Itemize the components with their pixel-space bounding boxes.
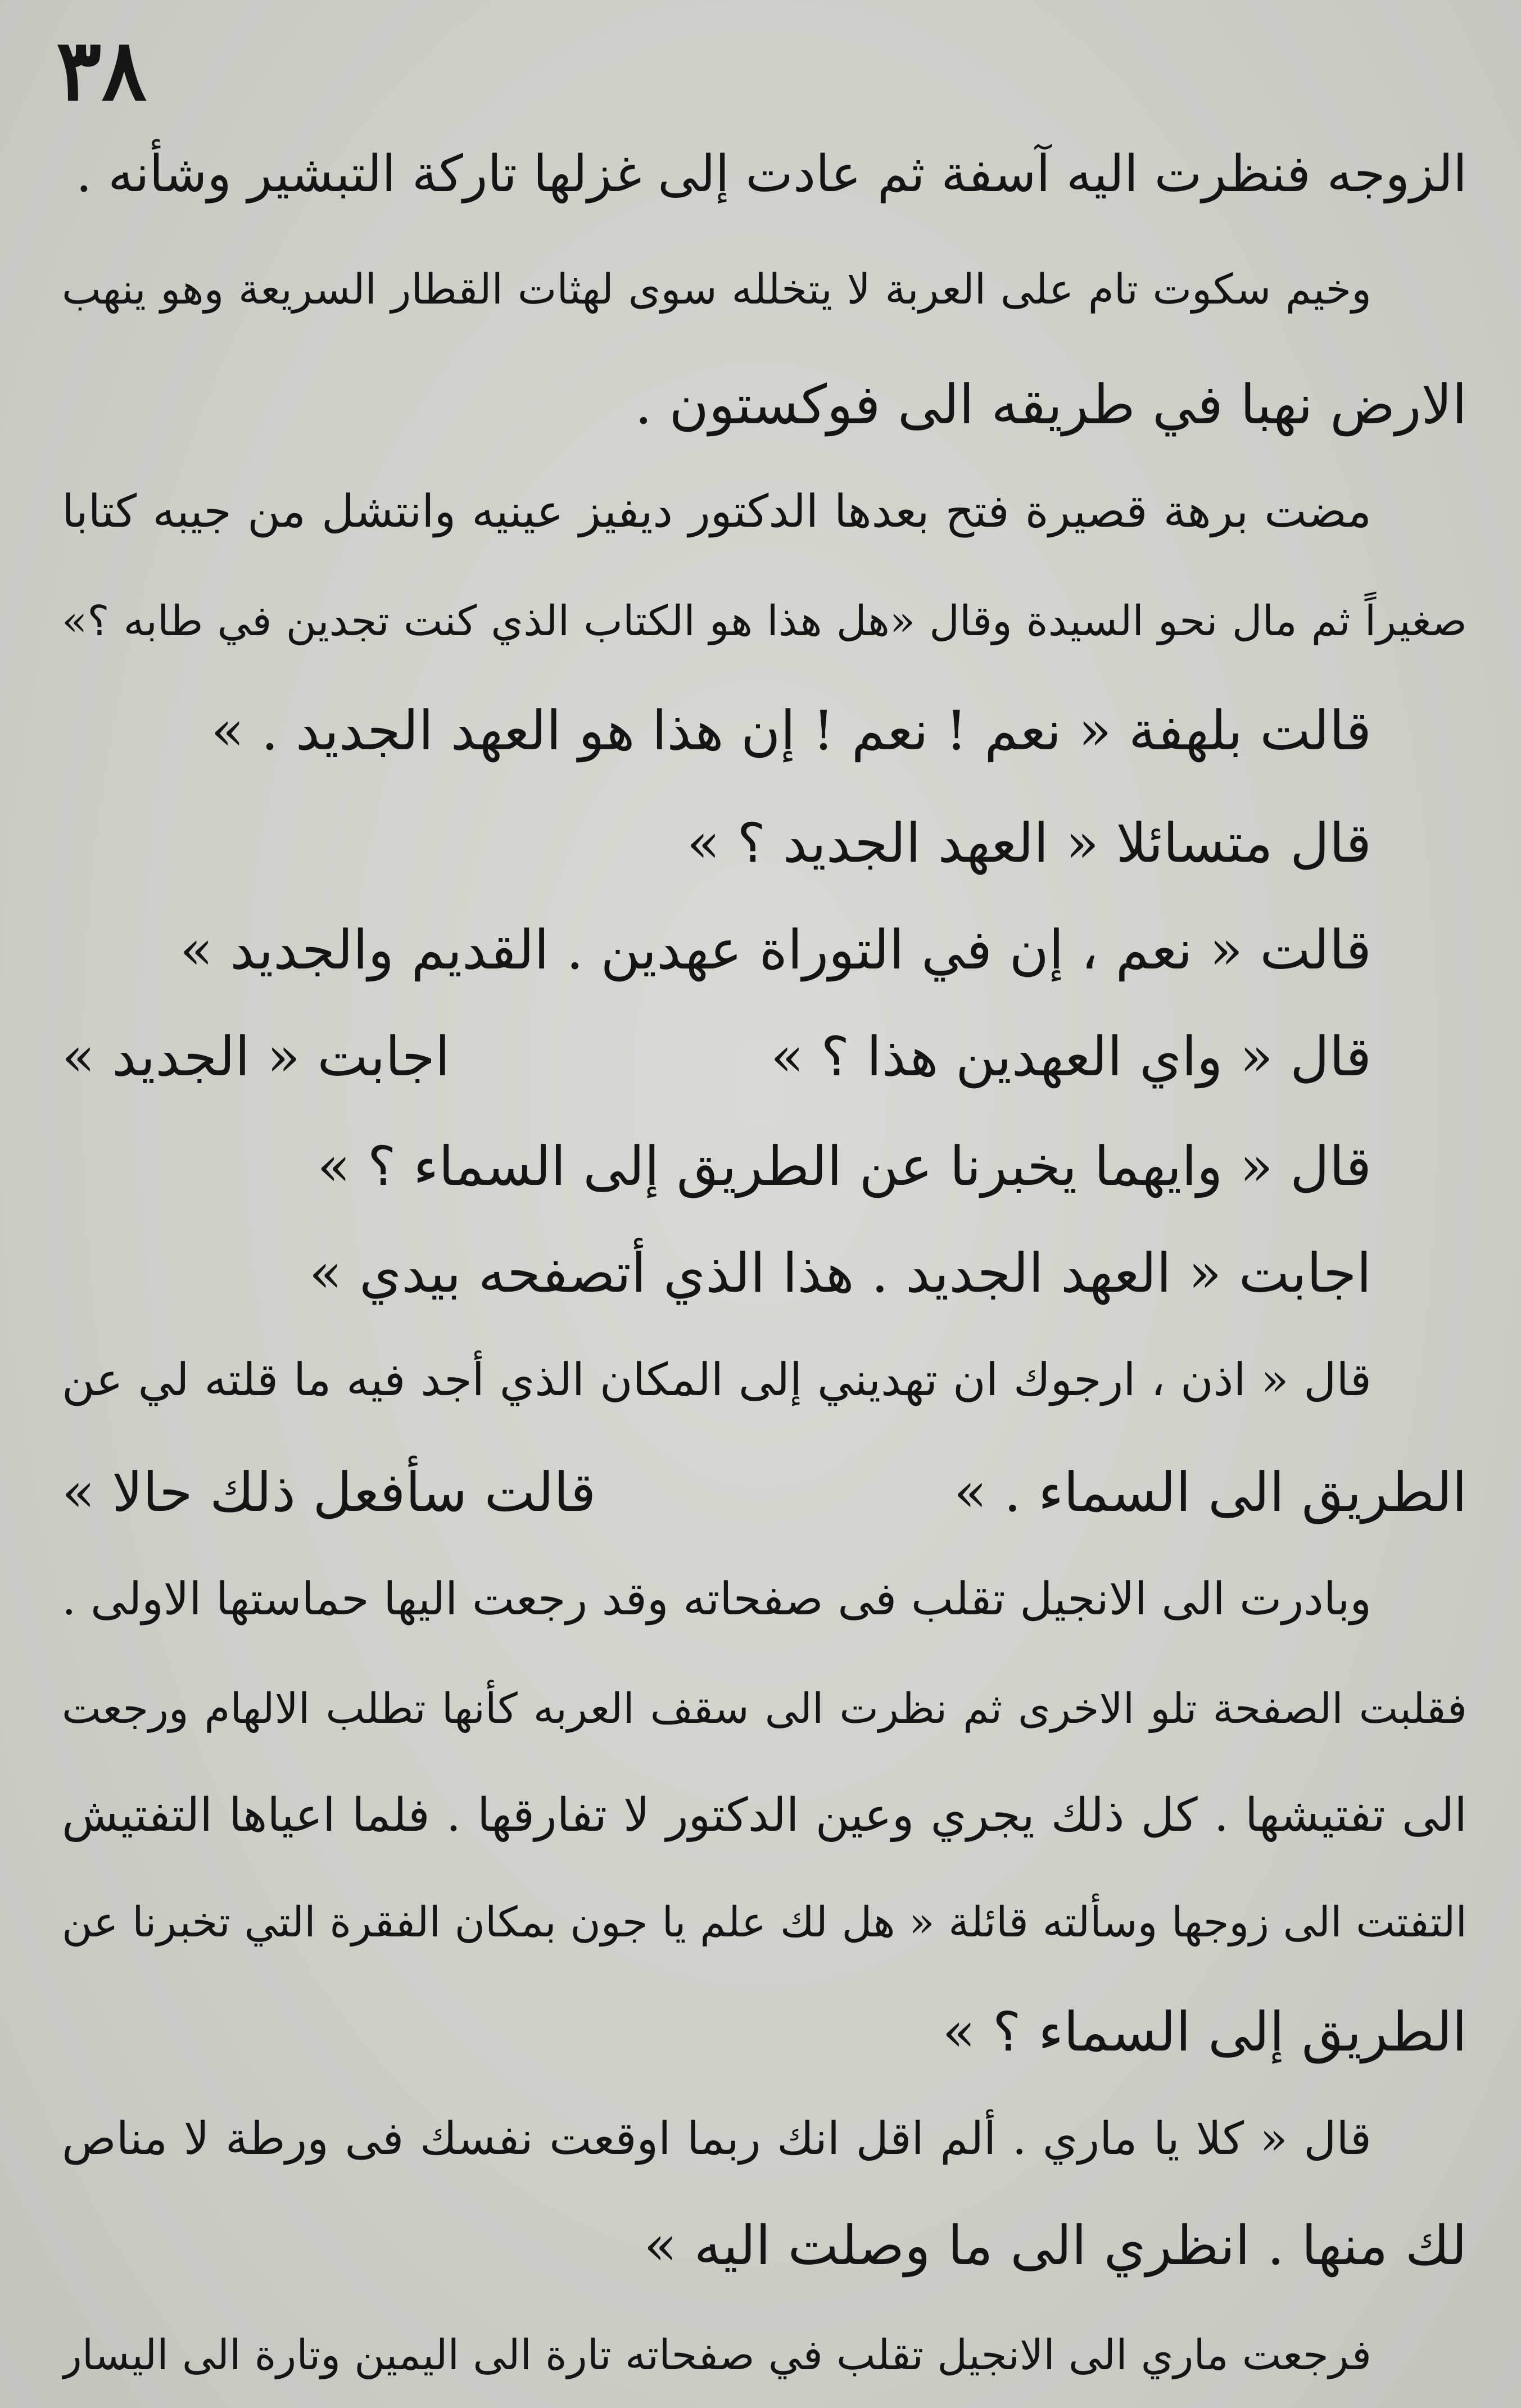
text-line: [62, 1762, 1467, 1875]
page-text: [62, 121, 1467, 2392]
line-text: الى تفتيشها . كل ذلك يجري وعين الدكتور لا تفارقها . فلما اعياها التفتيش: [62, 1789, 1467, 1842]
text-line: [62, 1655, 1467, 1768]
text-line: [62, 458, 1371, 571]
line-text: قال « وايهما يخبرنا عن الطريق إلى السماء ؟ »: [317, 1135, 1371, 1198]
line-text: الطريق الى السماء . »: [953, 1461, 1467, 1524]
text-line: [62, 790, 1371, 902]
line-text: قالت « نعم ، إن في التوراة عهدين . القديم والجديد »: [179, 918, 1371, 981]
line-text: قال « اذن ، ارجوك ان تهديني إلى المكان الذي أجد فيه ما قلته لي عن: [62, 1354, 1371, 1406]
side-note: قالت سأفعل ذلك حالا »: [62, 1461, 596, 1524]
text-line: [62, 2192, 1467, 2305]
text-line: [62, 568, 1467, 680]
line-text: قالت بلهفة « نعم ! نعم ! إن هذا هو العهد الجديد . »: [211, 699, 1371, 762]
line-text: مضت برهة قصيرة فتح بعدها الدكتور ديفيز عينيه وانتشل من جيبه كتابا: [62, 485, 1371, 537]
text-line: [62, 1869, 1467, 1981]
text-line: [62, 1113, 1371, 1225]
text-line: [62, 1546, 1371, 1658]
line-text: قال متسائلا « العهد الجديد ؟ »: [687, 812, 1371, 875]
line-text: قال « واي العهدين هذا ؟ »: [771, 1025, 1371, 1088]
text-line: [62, 236, 1371, 348]
line-text: التفتت الى زوجها وسألته قائلة « هل لك علم يا جون بمكان الفقرة التي تخبرنا عن: [62, 1898, 1467, 1947]
text-line: [62, 2302, 1371, 2408]
line-text: صغيراً ثم مال نحو السيدة وقال «هل هذا هو الكتاب الذي كنت تجدين في طابه ؟»: [62, 597, 1467, 645]
line-text: فرجعت ماري الى الانجيل تقلب في صفحاته تارة الى اليمين وتارة الى اليسار: [62, 2331, 1371, 2379]
text-line: [62, 121, 1467, 233]
text-line: [62, 1979, 1467, 2091]
text-line: [62, 1327, 1371, 1439]
text-line: [62, 1220, 1371, 1332]
text-line: [62, 1439, 1467, 1551]
line-text: الزوجه فنظرت اليه آسفة ثم عادت إلى غزلها تاركة التبشير وشأنه .: [76, 144, 1467, 203]
line-text: الارض نهبا في طريقه الى فوكستون .: [635, 373, 1467, 436]
line-text: فقلبت الصفحة تلو الاخرى ثم نظرت الى سقف العربه كأنها تطلب الالهام ورجعت: [62, 1685, 1467, 1733]
page-number: ٣٨: [56, 21, 147, 120]
text-line: [62, 677, 1371, 790]
line-text: الطريق إلى السماء ؟ »: [942, 2000, 1467, 2063]
side-note: اجابت « الجديد »: [62, 1025, 450, 1088]
line-text: قال « كلا يا ماري . ألم اقل انك ربما اوقعت نفسك فى ورطة لا مناص: [62, 2112, 1371, 2165]
line-text: وخيم سكوت تام على العربة لا يتخلله سوى لهثات القطار السريعة وهو ينهب: [62, 265, 1371, 314]
line-text: لك منها . انظري الى ما وصلت اليه »: [644, 2214, 1467, 2277]
text-line: [62, 2085, 1371, 2198]
line-text: وبادرت الى الانجيل تقلب فى صفحاته وقد رجعت اليها حماستها الاولى .: [62, 1573, 1371, 1625]
line-text: اجابت « العهد الجديد . هذا الذي أتصفحه بيدي »: [309, 1242, 1371, 1305]
text-line: [62, 351, 1467, 464]
text-line: [62, 897, 1371, 1009]
text-line: [62, 1003, 1371, 1116]
